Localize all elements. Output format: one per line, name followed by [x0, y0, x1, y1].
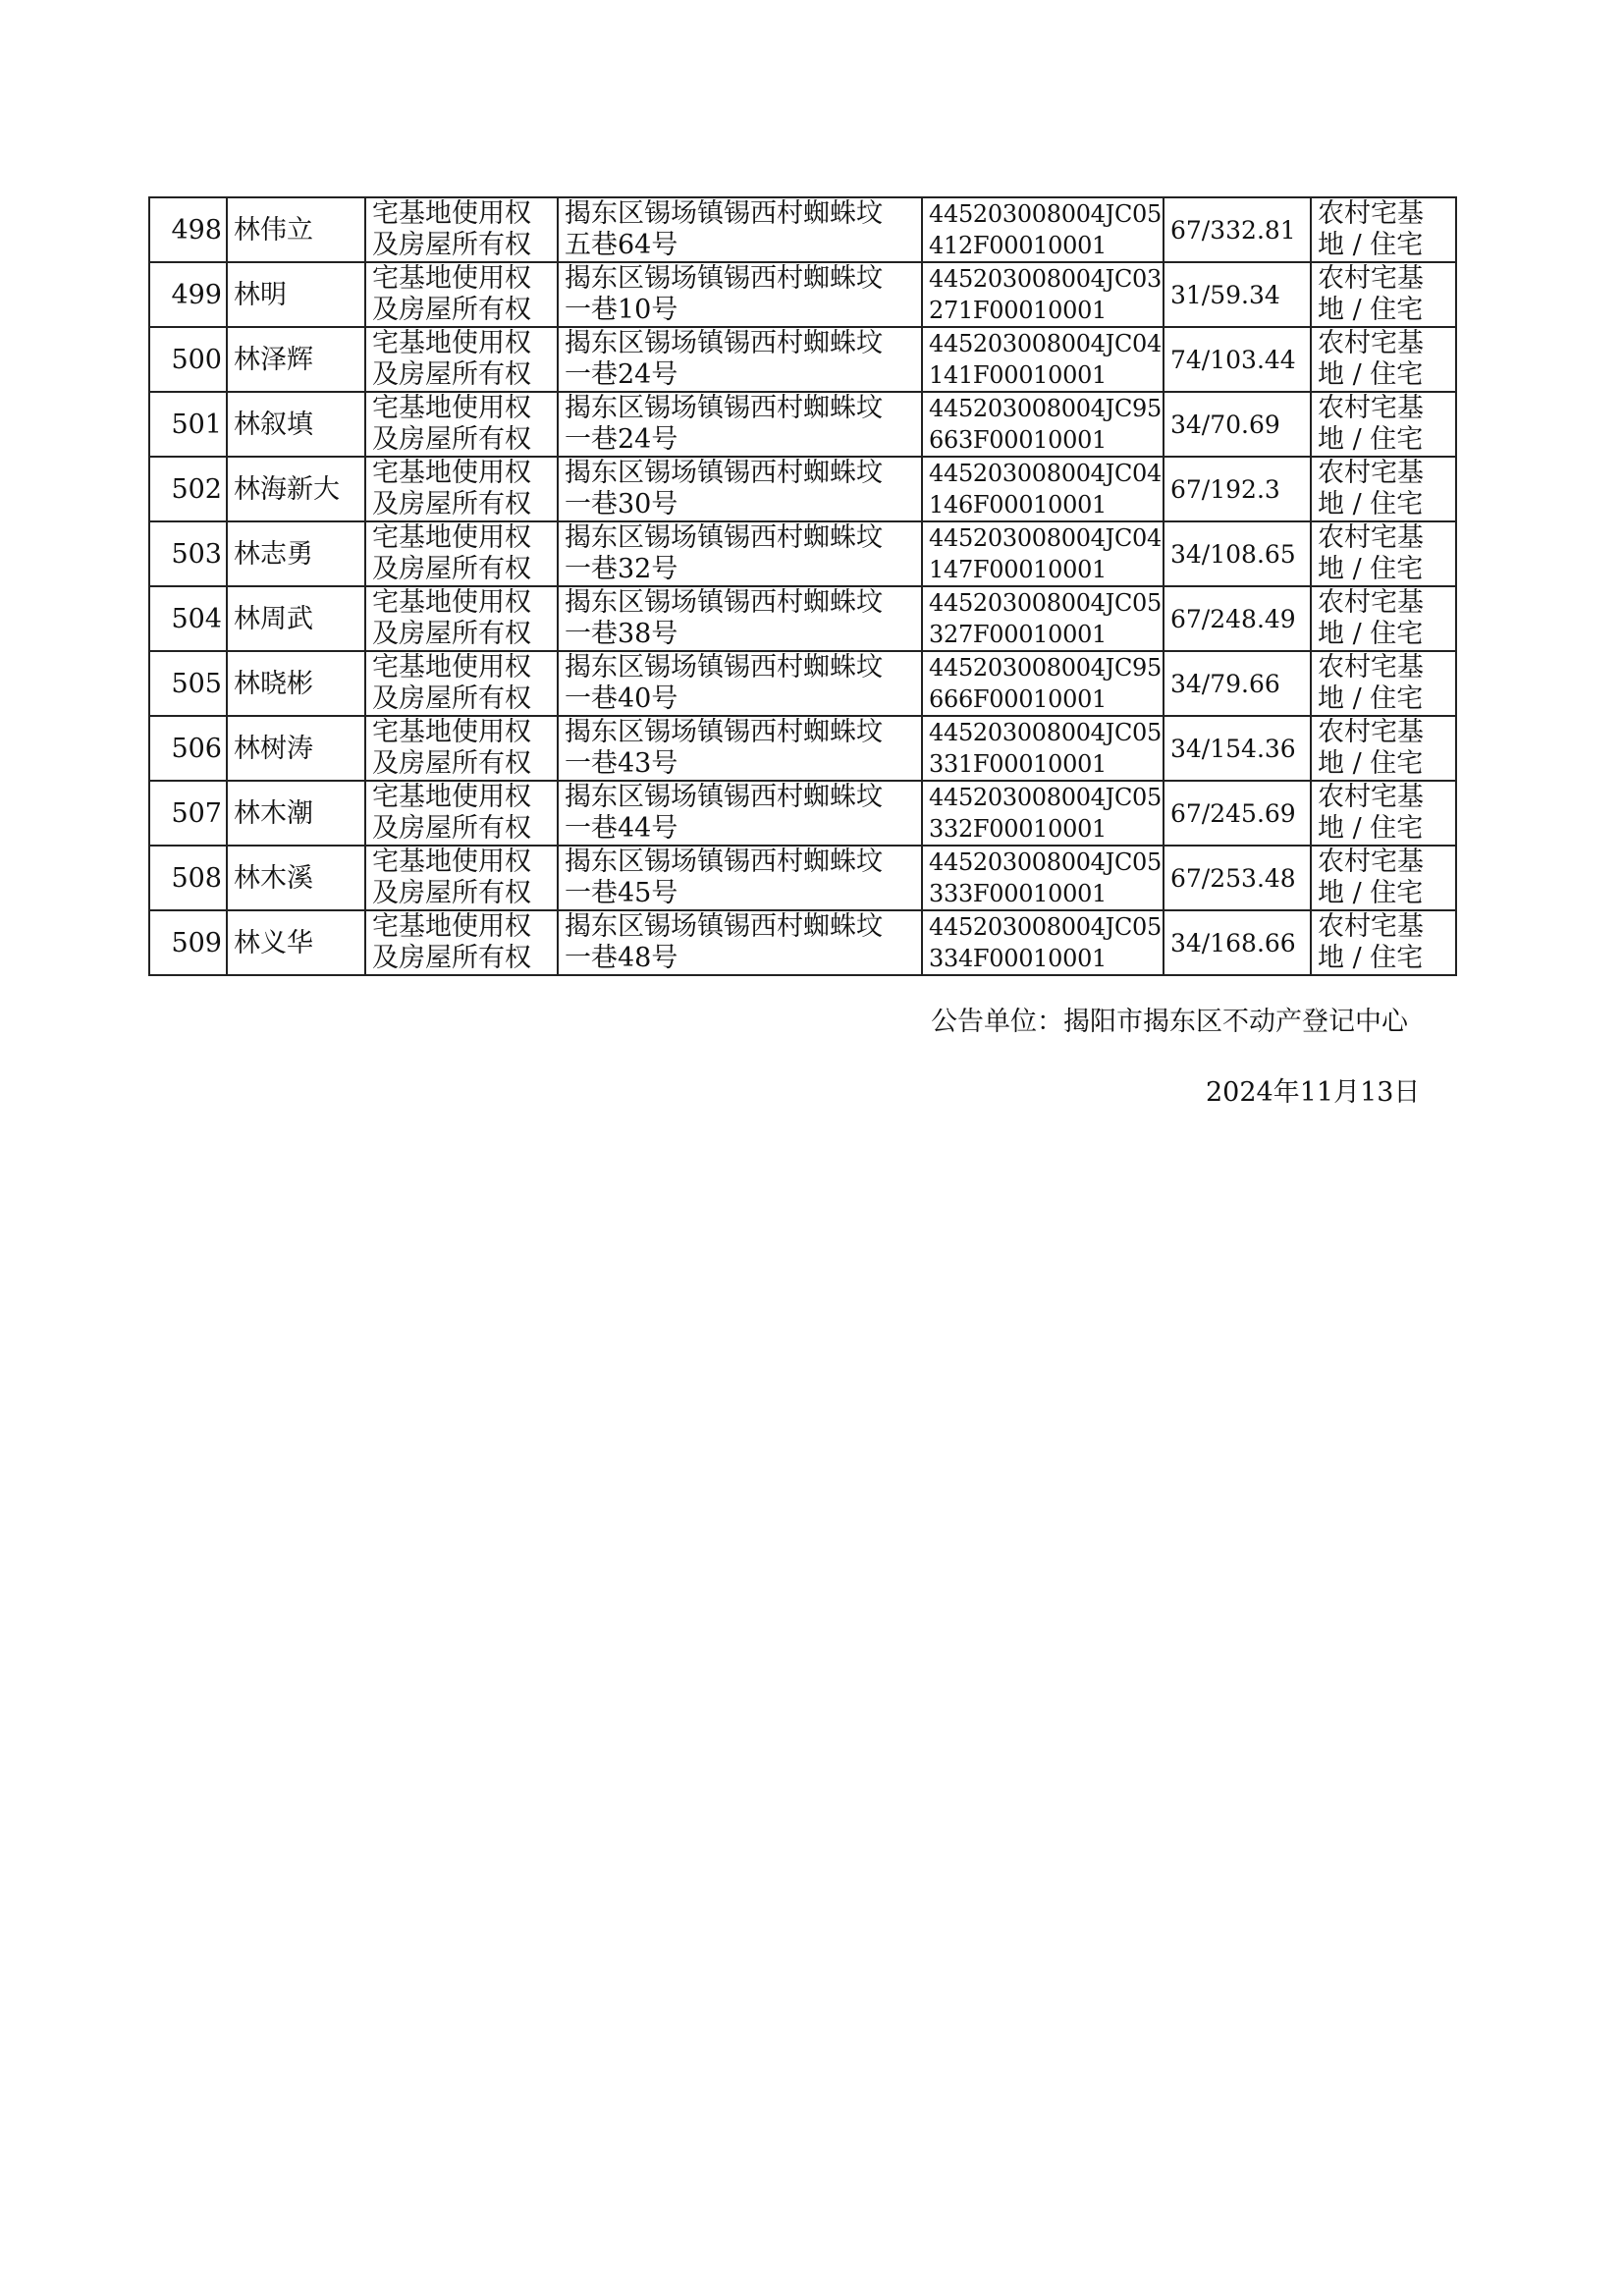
cell-usage-line: 地 / 住宅 [1318, 554, 1424, 584]
cell-unit-code-line: 445203008004JC03 [929, 265, 1162, 293]
cell-unit-code [922, 327, 1164, 392]
table-row [149, 910, 1456, 975]
cell-serial-number: 499 [149, 262, 227, 327]
cell-area: 34/70.69 [1164, 392, 1311, 457]
cell-location [558, 262, 922, 327]
cell-location-line: 一巷32号 [565, 554, 678, 584]
cell-unit-code [922, 781, 1164, 846]
cell-right-type [365, 521, 558, 586]
cell-usage-line: 农村宅基 [1318, 782, 1424, 812]
cell-serial-number: 508 [149, 846, 227, 910]
table-row [149, 392, 1456, 457]
cell-serial-number: 501 [149, 392, 227, 457]
cell-location [558, 521, 922, 586]
cell-right-type [365, 197, 558, 262]
table-row [149, 781, 1456, 846]
cell-right-type [365, 716, 558, 781]
registration-table [148, 196, 1457, 976]
cell-right-type-line: 及房屋所有权 [372, 748, 531, 779]
cell-right-type-line: 及房屋所有权 [372, 943, 531, 973]
cell-usage-line: 地 / 住宅 [1318, 489, 1424, 519]
cell-right-type [365, 846, 558, 910]
cell-usage-line: 地 / 住宅 [1318, 295, 1424, 325]
cell-usage [1311, 521, 1456, 586]
cell-area: 31/59.34 [1164, 262, 1311, 327]
cell-right-type-line: 及房屋所有权 [372, 230, 531, 260]
cell-location [558, 457, 922, 521]
cell-location-line: 揭东区锡场镇锡西村蜘蛛坟 [565, 911, 883, 942]
cell-usage-line: 地 / 住宅 [1318, 683, 1424, 714]
cell-unit-code [922, 716, 1164, 781]
cell-location-line: 一巷40号 [565, 683, 678, 714]
cell-area: 67/192.3 [1164, 457, 1311, 521]
cell-usage [1311, 586, 1456, 651]
cell-location-line: 揭东区锡场镇锡西村蜘蛛坟 [565, 717, 883, 747]
cell-location-line: 一巷45号 [565, 878, 678, 908]
cell-area: 34/108.65 [1164, 521, 1311, 586]
cell-right-type-line: 宅基地使用权 [372, 328, 531, 358]
cell-location-line: 揭东区锡场镇锡西村蜘蛛坟 [565, 393, 883, 423]
cell-owner-name: 林义华 [227, 910, 365, 975]
cell-unit-code-line: 332F00010001 [929, 815, 1108, 843]
cell-usage [1311, 846, 1456, 910]
cell-unit-code-line: 445203008004JC05 [929, 719, 1162, 746]
cell-unit-code [922, 910, 1164, 975]
cell-usage-line: 地 / 住宅 [1318, 878, 1424, 908]
cell-usage-line: 农村宅基 [1318, 652, 1424, 683]
cell-right-type-line: 及房屋所有权 [372, 554, 531, 584]
table-row [149, 521, 1456, 586]
cell-unit-code-line: 327F00010001 [929, 621, 1108, 648]
cell-unit-code-line: 331F00010001 [929, 750, 1108, 778]
cell-serial-number: 504 [149, 586, 227, 651]
cell-owner-name: 林晓彬 [227, 651, 365, 716]
cell-usage-line: 农村宅基 [1318, 458, 1424, 488]
cell-right-type-line: 宅基地使用权 [372, 717, 531, 747]
cell-right-type-line: 宅基地使用权 [372, 522, 531, 553]
cell-unit-code [922, 586, 1164, 651]
cell-usage-line: 农村宅基 [1318, 522, 1424, 553]
cell-area: 74/103.44 [1164, 327, 1311, 392]
cell-right-type [365, 781, 558, 846]
cell-owner-name: 林木潮 [227, 781, 365, 846]
cell-area: 34/154.36 [1164, 716, 1311, 781]
table-row [149, 586, 1456, 651]
cell-usage-line: 农村宅基 [1318, 587, 1424, 618]
cell-owner-name: 林明 [227, 262, 365, 327]
cell-unit-code-line: 445203008004JC04 [929, 460, 1162, 487]
table-row [149, 262, 1456, 327]
cell-right-type-line: 宅基地使用权 [372, 263, 531, 294]
cell-right-type-line: 及房屋所有权 [372, 683, 531, 714]
cell-area: 67/253.48 [1164, 846, 1311, 910]
cell-right-type-line: 及房屋所有权 [372, 489, 531, 519]
cell-right-type [365, 392, 558, 457]
cell-owner-name: 林树涛 [227, 716, 365, 781]
cell-right-type-line: 宅基地使用权 [372, 911, 531, 942]
cell-unit-code-line: 445203008004JC05 [929, 913, 1162, 941]
cell-unit-code [922, 197, 1164, 262]
cell-right-type [365, 457, 558, 521]
cell-usage-line: 农村宅基 [1318, 263, 1424, 294]
cell-area: 34/168.66 [1164, 910, 1311, 975]
cell-unit-code-line: 271F00010001 [929, 297, 1108, 324]
cell-area: 34/79.66 [1164, 651, 1311, 716]
cell-usage [1311, 262, 1456, 327]
cell-location [558, 846, 922, 910]
cell-location-line: 揭东区锡场镇锡西村蜘蛛坟 [565, 522, 883, 553]
cell-usage-line: 地 / 住宅 [1318, 619, 1424, 649]
cell-unit-code [922, 846, 1164, 910]
cell-serial-number: 500 [149, 327, 227, 392]
cell-right-type-line: 宅基地使用权 [372, 847, 531, 877]
cell-owner-name: 林海新大 [227, 457, 365, 521]
cell-unit-code [922, 651, 1164, 716]
cell-location-line: 揭东区锡场镇锡西村蜘蛛坟 [565, 263, 883, 294]
cell-unit-code-line: 445203008004JC04 [929, 524, 1162, 552]
cell-right-type-line: 及房屋所有权 [372, 295, 531, 325]
cell-serial-number: 509 [149, 910, 227, 975]
cell-location-line: 一巷48号 [565, 943, 678, 973]
cell-owner-name: 林志勇 [227, 521, 365, 586]
cell-unit-code-line: 445203008004JC05 [929, 589, 1162, 617]
cell-serial-number: 498 [149, 197, 227, 262]
cell-usage-line: 地 / 住宅 [1318, 359, 1424, 390]
cell-right-type-line: 及房屋所有权 [372, 359, 531, 390]
cell-right-type-line: 宅基地使用权 [372, 393, 531, 423]
cell-location-line: 一巷38号 [565, 619, 678, 649]
cell-location-line: 揭东区锡场镇锡西村蜘蛛坟 [565, 652, 883, 683]
cell-unit-code-line: 663F00010001 [929, 426, 1108, 454]
cell-location-line: 一巷44号 [565, 813, 678, 844]
announcing-unit: 公告单位：揭阳市揭东区不动产登记中心 [931, 1007, 1408, 1037]
cell-location [558, 910, 922, 975]
cell-location [558, 651, 922, 716]
cell-right-type [365, 262, 558, 327]
table-row [149, 197, 1456, 262]
cell-area: 67/332.81 [1164, 197, 1311, 262]
cell-right-type-line: 及房屋所有权 [372, 424, 531, 455]
cell-location-line: 一巷24号 [565, 424, 678, 455]
cell-location-line: 揭东区锡场镇锡西村蜘蛛坟 [565, 847, 883, 877]
cell-usage-line: 地 / 住宅 [1318, 424, 1424, 455]
cell-right-type-line: 宅基地使用权 [372, 782, 531, 812]
cell-usage-line: 农村宅基 [1318, 393, 1424, 423]
cell-location-line: 揭东区锡场镇锡西村蜘蛛坟 [565, 198, 883, 229]
cell-usage-line: 地 / 住宅 [1318, 813, 1424, 844]
cell-usage-line: 农村宅基 [1318, 911, 1424, 942]
cell-usage [1311, 392, 1456, 457]
table-body [149, 197, 1456, 975]
cell-unit-code-line: 141F00010001 [929, 361, 1108, 389]
table-row [149, 457, 1456, 521]
cell-right-type [365, 586, 558, 651]
cell-owner-name: 林叙填 [227, 392, 365, 457]
cell-right-type-line: 宅基地使用权 [372, 652, 531, 683]
cell-serial-number: 502 [149, 457, 227, 521]
cell-serial-number: 503 [149, 521, 227, 586]
cell-location [558, 716, 922, 781]
cell-unit-code [922, 392, 1164, 457]
cell-serial-number: 507 [149, 781, 227, 846]
cell-unit-code-line: 445203008004JC95 [929, 654, 1162, 682]
cell-unit-code-line: 445203008004JC05 [929, 784, 1162, 811]
cell-location-line: 揭东区锡场镇锡西村蜘蛛坟 [565, 782, 883, 812]
cell-location-line: 揭东区锡场镇锡西村蜘蛛坟 [565, 328, 883, 358]
cell-right-type-line: 及房屋所有权 [372, 878, 531, 908]
cell-owner-name: 林木溪 [227, 846, 365, 910]
cell-area: 67/248.49 [1164, 586, 1311, 651]
cell-usage-line: 农村宅基 [1318, 328, 1424, 358]
cell-usage [1311, 910, 1456, 975]
cell-usage [1311, 457, 1456, 521]
cell-unit-code [922, 262, 1164, 327]
cell-location-line: 揭东区锡场镇锡西村蜘蛛坟 [565, 458, 883, 488]
cell-unit-code-line: 412F00010001 [929, 232, 1108, 259]
table-row [149, 651, 1456, 716]
cell-serial-number: 506 [149, 716, 227, 781]
table-row [149, 846, 1456, 910]
cell-serial-number: 505 [149, 651, 227, 716]
cell-location [558, 327, 922, 392]
cell-location [558, 586, 922, 651]
cell-unit-code-line: 445203008004JC05 [929, 848, 1162, 876]
cell-unit-code-line: 445203008004JC04 [929, 330, 1162, 357]
cell-usage-line: 农村宅基 [1318, 717, 1424, 747]
cell-unit-code-line: 445203008004JC05 [929, 200, 1162, 228]
cell-area: 67/245.69 [1164, 781, 1311, 846]
cell-location-line: 五巷64号 [565, 230, 678, 260]
cell-right-type-line: 宅基地使用权 [372, 198, 531, 229]
cell-unit-code-line: 333F00010001 [929, 880, 1108, 907]
cell-unit-code-line: 445203008004JC95 [929, 395, 1162, 422]
cell-unit-code-line: 334F00010001 [929, 945, 1108, 972]
cell-usage [1311, 781, 1456, 846]
announcement-date: 2024年11月13日 [1206, 1077, 1421, 1108]
cell-usage [1311, 327, 1456, 392]
cell-usage [1311, 651, 1456, 716]
cell-usage-line: 地 / 住宅 [1318, 943, 1424, 973]
cell-right-type-line: 宅基地使用权 [372, 458, 531, 488]
cell-location [558, 392, 922, 457]
cell-usage-line: 农村宅基 [1318, 847, 1424, 877]
cell-unit-code-line: 146F00010001 [929, 491, 1108, 519]
cell-unit-code-line: 666F00010001 [929, 685, 1108, 713]
cell-usage [1311, 197, 1456, 262]
cell-owner-name: 林伟立 [227, 197, 365, 262]
table-row [149, 327, 1456, 392]
cell-usage-line: 地 / 住宅 [1318, 748, 1424, 779]
cell-location [558, 197, 922, 262]
cell-right-type-line: 及房屋所有权 [372, 619, 531, 649]
cell-right-type [365, 910, 558, 975]
cell-location-line: 一巷30号 [565, 489, 678, 519]
cell-unit-code-line: 147F00010001 [929, 556, 1108, 583]
cell-unit-code [922, 521, 1164, 586]
cell-location-line: 一巷24号 [565, 359, 678, 390]
cell-unit-code [922, 457, 1164, 521]
cell-right-type-line: 及房屋所有权 [372, 813, 531, 844]
cell-location [558, 781, 922, 846]
cell-location-line: 揭东区锡场镇锡西村蜘蛛坟 [565, 587, 883, 618]
cell-location-line: 一巷43号 [565, 748, 678, 779]
cell-right-type [365, 651, 558, 716]
cell-usage [1311, 716, 1456, 781]
table-row [149, 716, 1456, 781]
cell-owner-name: 林泽辉 [227, 327, 365, 392]
cell-location-line: 一巷10号 [565, 295, 678, 325]
cell-owner-name: 林周武 [227, 586, 365, 651]
cell-usage-line: 农村宅基 [1318, 198, 1424, 229]
cell-right-type [365, 327, 558, 392]
cell-right-type-line: 宅基地使用权 [372, 587, 531, 618]
cell-usage-line: 地 / 住宅 [1318, 230, 1424, 260]
